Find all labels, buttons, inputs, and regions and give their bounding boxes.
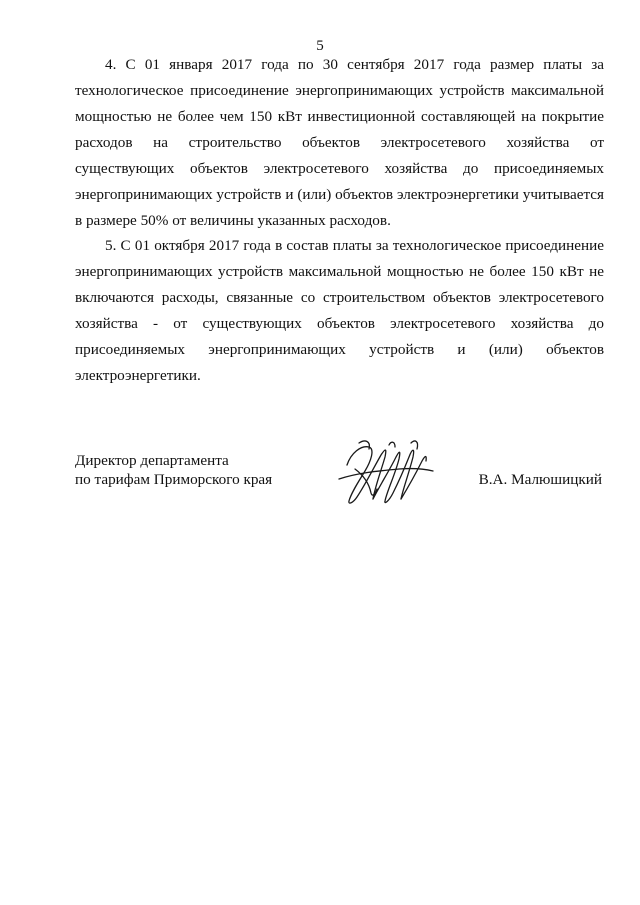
- signer-name: В.А. Малюшицкий: [478, 471, 602, 488]
- page-number: 5: [316, 38, 324, 54]
- handwritten-signature: [329, 435, 439, 509]
- signer-title-line-2: по тарифам Приморского края: [75, 471, 273, 488]
- paragraph-5: 5. С 01 октября 2017 года в состав платы за технологическое присоединение энергопринимающих устройств максимальной мощностью не более 150 кВт не включаются расходы, связанные со строительством объектов электросетевого хозяйства - от существующих объектов электросетевого хозяйства до присоединяемых энергопринимающих устройств и (или) объектов электроэнергетики.: [75, 237, 604, 384]
- signature-block: [75, 451, 604, 511]
- paragraph-4: 4. С 01 января 2017 года по 30 сентября 2017 года размер платы за технологическое присоединение энергопринимающих устройств максимальной мощностью не более чем 150 кВт инвестиционной составляющей на покрытие расходов на строительство объектов электросетевого хозяйства от существующих объектов электросетевого хозяйства до присоединяемых энергопринимающих устройств и (или) объектов электроэнергетики учитывается в размере 50% от величины указанных расходов.: [75, 56, 604, 229]
- signer-title: [75, 451, 272, 489]
- signer-title-line-1: Директор департамента: [75, 452, 229, 469]
